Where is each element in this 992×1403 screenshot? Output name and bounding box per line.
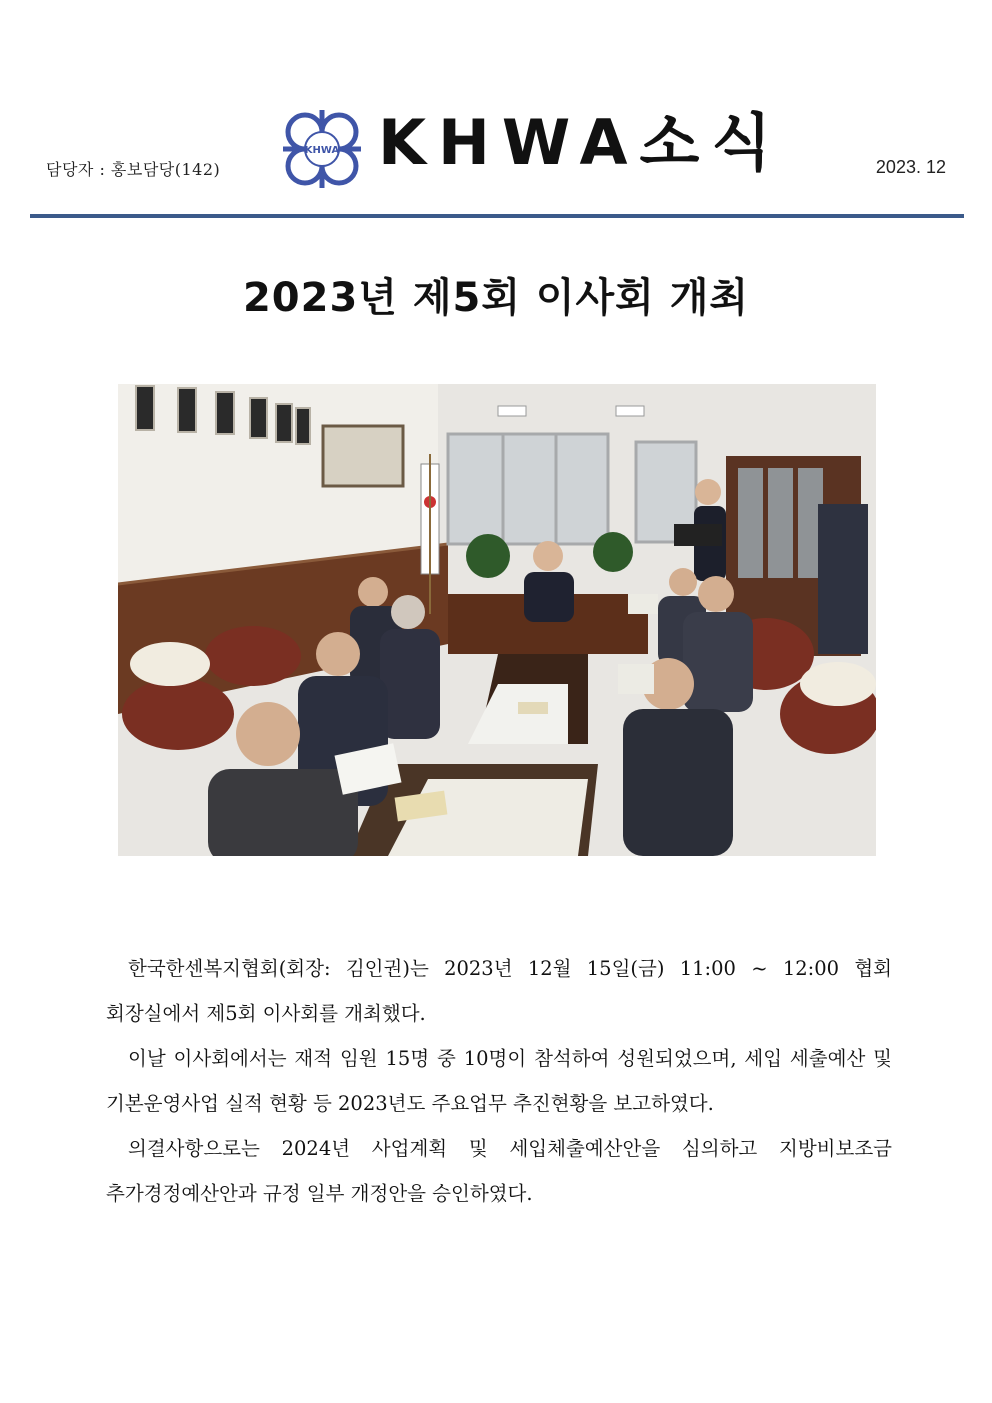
- logo-text: KHWA: [304, 145, 340, 156]
- khwa-logo: [277, 104, 367, 194]
- masthead-title: KHWA소식: [378, 106, 784, 179]
- article-paragraph: 이날 이사회에서는 재적 임원 15명 중 10명이 참석하여 성원되었으며, 세입 세출예산 및 기본운영사업 실적 현황 등 2023년도 주요업무 추진현황을 보고하였다.: [106, 1047, 892, 1115]
- issue-date: 2023. 12: [875, 157, 946, 177]
- contact-person: 담당자 : 홍보담당(142): [46, 160, 221, 179]
- article-paragraph: 한국한센복지협회(회장: 김인권)는 2023년 12월 15일(금) 11:00 ~ 12:00 협회 회장실에서 제5회 이사회를 개최했다.: [106, 957, 892, 1025]
- header-rule: [30, 214, 964, 218]
- article-body: [106, 946, 892, 1216]
- meeting-photo: [118, 384, 876, 856]
- article-paragraph: 의결사항으로는 2024년 사업계획 및 세입체출예산안을 심의하고 지방비보조금 추가경정예산안과 규정 일부 개정안을 승인하였다.: [106, 1137, 892, 1205]
- article-headline: 2023년 제5회 이사회 개최: [242, 275, 750, 321]
